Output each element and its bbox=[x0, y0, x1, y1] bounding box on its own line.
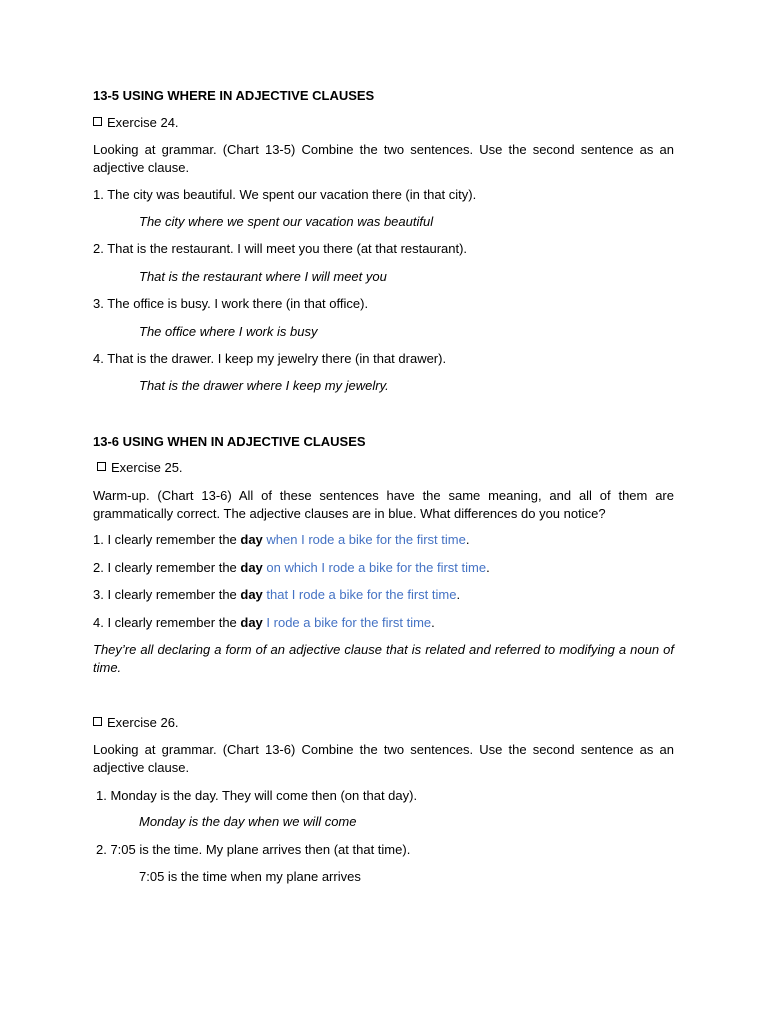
exercise-26-question-1: 1. Monday is the day. They will come then (on that day). bbox=[96, 788, 418, 803]
checkbox-icon bbox=[93, 717, 102, 726]
sentence-end: . bbox=[486, 560, 490, 575]
adjective-clause: on which I rode a bike for the first time bbox=[262, 560, 487, 575]
sentence-end: . bbox=[465, 532, 470, 547]
section-heading-13-5: 13-5 USING WHERE IN ADJECTIVE CLAUSES bbox=[93, 88, 375, 103]
exercise-26-question-2: 2. 7:05 is the time. My plane arrives then (at that time). bbox=[96, 842, 411, 857]
exercise-24-question-3: 3. The office is busy. I work there (in that office). bbox=[93, 296, 369, 311]
sentence-end: . bbox=[456, 587, 461, 602]
example-sentence-1 bbox=[93, 531, 674, 549]
section-heading-13-6: 13-6 USING WHEN IN ADJECTIVE CLAUSES bbox=[93, 434, 366, 449]
example-sentence-3 bbox=[93, 586, 674, 604]
example-sentence-2 bbox=[93, 559, 674, 577]
exercise-26-answer-2: 7:05 is the time when my plane arrives bbox=[139, 869, 361, 884]
keyword-day: day bbox=[240, 532, 263, 547]
sentence-prefix: 3. I clearly remember the bbox=[93, 587, 241, 602]
exercise-24-answer-3: The office where I work is busy bbox=[139, 324, 318, 339]
example-sentence-4 bbox=[93, 614, 674, 632]
exercise-25-title: Exercise 25. bbox=[111, 460, 183, 475]
exercise-26-answer-1: Monday is the day when we will come bbox=[139, 814, 357, 829]
adjective-clause: I rode a bike for the first time bbox=[262, 615, 432, 630]
exercise-24-answer-1: The city where we spent our vacation was beautiful bbox=[139, 214, 434, 229]
exercise-24-question-2: 2. That is the restaurant. I will meet you there (at that restaurant). bbox=[93, 241, 468, 256]
exercise-25-answer: They’re all declaring a form of an adjective clause that is related and referred to modifying a noun of time. bbox=[93, 642, 674, 675]
exercise-24-question-1: 1. The city was beautiful. We spent our vacation there (in that city). bbox=[93, 187, 477, 202]
exercise-24-title: Exercise 24. bbox=[107, 115, 179, 130]
exercise-26-label bbox=[93, 714, 674, 732]
checkbox-icon bbox=[97, 462, 106, 471]
sentence-prefix: 2. I clearly remember the bbox=[93, 560, 241, 575]
sentence-end: . bbox=[431, 615, 435, 630]
checkbox-icon bbox=[93, 117, 102, 126]
exercise-24-label bbox=[93, 114, 674, 132]
exercise-26-title: Exercise 26. bbox=[107, 715, 179, 730]
adjective-clause: when I rode a bike for the first time bbox=[262, 532, 466, 547]
exercise-26-instruction: Looking at grammar. (Chart 13-6) Combine the two sentences. Use the second sentence as an adjective clause. bbox=[93, 742, 674, 775]
sentence-prefix: 1. I clearly remember the bbox=[93, 532, 241, 547]
exercise-25-label bbox=[97, 459, 678, 477]
keyword-day: day bbox=[240, 587, 263, 602]
keyword-day: day bbox=[240, 560, 263, 575]
exercise-24-answer-2: That is the restaurant where I will meet you bbox=[139, 269, 387, 284]
exercise-24-instruction: Looking at grammar. (Chart 13-5) Combine the two sentences. Use the second sentence as an adjective clause. bbox=[93, 142, 674, 175]
exercise-24-question-4: 4. That is the drawer. I keep my jewelry there (in that drawer). bbox=[93, 351, 447, 366]
exercise-25-instruction: Warm-up. (Chart 13-6) All of these sentences have the same meaning, and all of them are grammatically correct. The adjective clauses are in blue. What differences do you notice? bbox=[93, 488, 674, 521]
sentence-prefix: 4. I clearly remember the bbox=[93, 615, 241, 630]
keyword-day: day bbox=[240, 615, 263, 630]
exercise-24-answer-4: That is the drawer where I keep my jewelry. bbox=[139, 378, 389, 393]
adjective-clause: that I rode a bike for the first time bbox=[262, 587, 457, 602]
